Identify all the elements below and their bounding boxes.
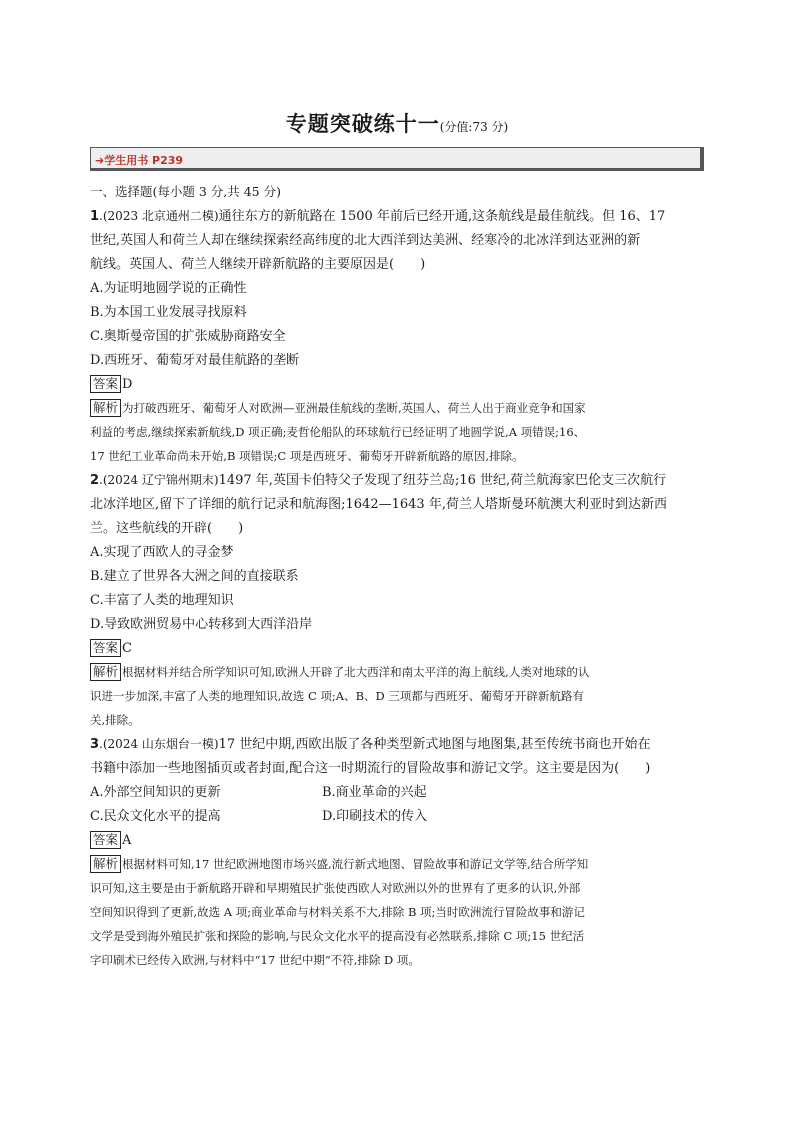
option-row — [90, 781, 704, 805]
answer-value: D — [122, 377, 133, 392]
option-a: A.为证明地圆学说的正确性 — [90, 281, 247, 296]
question-stem-line: 1.(2023 北京通州二模)通往东方的新航路在 1500 年前后已经开通,这条航线是最佳航线。但 16、17 — [90, 209, 666, 224]
explanation-line: 关,排除。 — [90, 713, 140, 727]
answer-tag: 答案 — [90, 831, 121, 849]
explanation-line: 17 世纪工业革命尚未开始,B 项错误;C 项是西班牙、葡萄牙开辟新航路的原因,排除。 — [90, 449, 524, 463]
option-c: C.民众文化水平的提高 — [90, 809, 221, 824]
section-title: 一、选择题(每小题 3 分,共 45 分) — [90, 184, 281, 199]
question-1 — [90, 204, 704, 468]
question-stem-line: 书籍中添加一些地图插页或者封面,配合这一时期流行的冒险故事和游记文学。这主要是因为( ) — [90, 761, 651, 776]
title-main: 专题突破练十一 — [285, 112, 440, 136]
explanation-line: 文学是受到海外殖民扩张和探险的影响,与民众文化水平的提高没有必然联系,排除 C 项;15 世纪活 — [90, 929, 585, 943]
option-c: C.丰富了人类的地理知识 — [90, 593, 234, 608]
answer-tag: 答案 — [90, 639, 121, 657]
question-number: 1 — [90, 209, 100, 224]
student-book-reference-bar — [90, 147, 704, 171]
explanation-line: 利益的考虑,继续探索新航线,D 项正确;麦哲伦船队的环球航行已经证明了地圆学说,A 项错误;16、 — [90, 425, 586, 439]
explanation-line: 识进一步加深,丰富了人类的地理知识,故选 C 项;A、B、D 三项都与西班牙、葡萄牙开辟新航路有 — [90, 689, 584, 703]
explanation-line: 解析 根据材料可知,17 世纪欧洲地图市场兴盛,流行新式地图、冒险故事和游记文学等,结合所学知 — [90, 852, 704, 876]
explanation-tag: 解析 — [90, 855, 121, 873]
explanation-line: 字印刷术已经传入欧洲,与材料中“17 世纪中期”不符,排除 D 项。 — [90, 953, 420, 967]
option-b: B.建立了世界各大洲之间的直接联系 — [90, 569, 299, 584]
document-page — [90, 0, 704, 1123]
question-source: .(2023 北京通州二模) — [99, 209, 219, 223]
option-b: B.为本国工业发展寻找原料 — [90, 305, 247, 320]
question-number: 3 — [90, 737, 100, 752]
answer-value: C — [122, 641, 132, 656]
option-c: C.奥斯曼帝国的扩张威胁商路安全 — [90, 329, 286, 344]
question-source: .(2024 山东烟台一模) — [99, 737, 219, 751]
explanation-line: 识可知,这主要是由于新航路开辟和早期殖民扩张使西欧人对欧洲以外的世界有了更多的认识,外部 — [90, 881, 581, 895]
option-b: B.商业革命的兴起 — [322, 785, 427, 800]
question-source: .(2024 辽宁锦州期末) — [99, 473, 219, 487]
question-number: 2 — [90, 473, 100, 488]
page-title — [90, 108, 704, 138]
question-2 — [90, 468, 704, 732]
student-book-reference: ➜学生用书 P239 — [95, 154, 184, 167]
question-stem-line: 北冰洋地区,留下了详细的航行记录和航海图;1642—1643 年,荷兰人塔斯曼环航澳大利亚时到达新西 — [90, 497, 667, 512]
question-stem-line: 世纪,英国人和荷兰人却在继续探索经高纬度的北大西洋到达美洲、经寒冷的北冰洋到达亚洲的新 — [90, 233, 641, 248]
answer-line — [90, 374, 704, 396]
explanation-line: 解析 根据材料并结合所学知识可知,欧洲人开辟了北大西洋和南太平洋的海上航线,人类对地球的认 — [90, 660, 704, 684]
question-stem-line: 航线。英国人、荷兰人继续开辟新航路的主要原因是( ) — [90, 257, 426, 272]
explanation-line: 解析 为打破西班牙、葡萄牙人对欧洲—亚洲最佳航线的垄断,英国人、荷兰人出于商业竞争和国家 — [90, 396, 704, 420]
explanation-tag: 解析 — [90, 399, 121, 417]
explanation-tag: 解析 — [90, 663, 121, 681]
question-3 — [90, 732, 704, 972]
answer-line — [90, 638, 704, 660]
question-list — [90, 180, 704, 972]
question-stem-line: 兰。这些航线的开辟( ) — [90, 521, 244, 536]
answer-tag: 答案 — [90, 375, 121, 393]
option-d: D.印刷技术的传入 — [322, 809, 428, 824]
option-d: D.西班牙、葡萄牙对最佳航路的垄断 — [90, 353, 300, 368]
explanation-line: 空间知识得到了更新,故选 A 项;商业革命与材料关系不大,排除 B 项;当时欧洲流行冒险故事和游记 — [90, 905, 585, 919]
answer-value: A — [122, 833, 132, 848]
option-a: A.外部空间知识的更新 — [90, 785, 221, 800]
answer-line — [90, 830, 704, 852]
option-d: D.导致欧洲贸易中心转移到大西洋沿岸 — [90, 617, 313, 632]
question-stem-line: 3.(2024 山东烟台一模)17 世纪中期,西欧出版了各种类型新式地图与地图集,甚至传统书商也开始在 — [90, 737, 651, 752]
question-stem-line: 2.(2024 辽宁锦州期末)1497 年,英国卡伯特父子发现了纽芬兰岛;16 世纪,荷兰航海家巴伦支三次航行 — [90, 473, 667, 488]
option-row — [90, 805, 704, 829]
option-a: A.实现了西欧人的寻金梦 — [90, 545, 234, 560]
title-score: (分值:73 分) — [439, 120, 509, 134]
